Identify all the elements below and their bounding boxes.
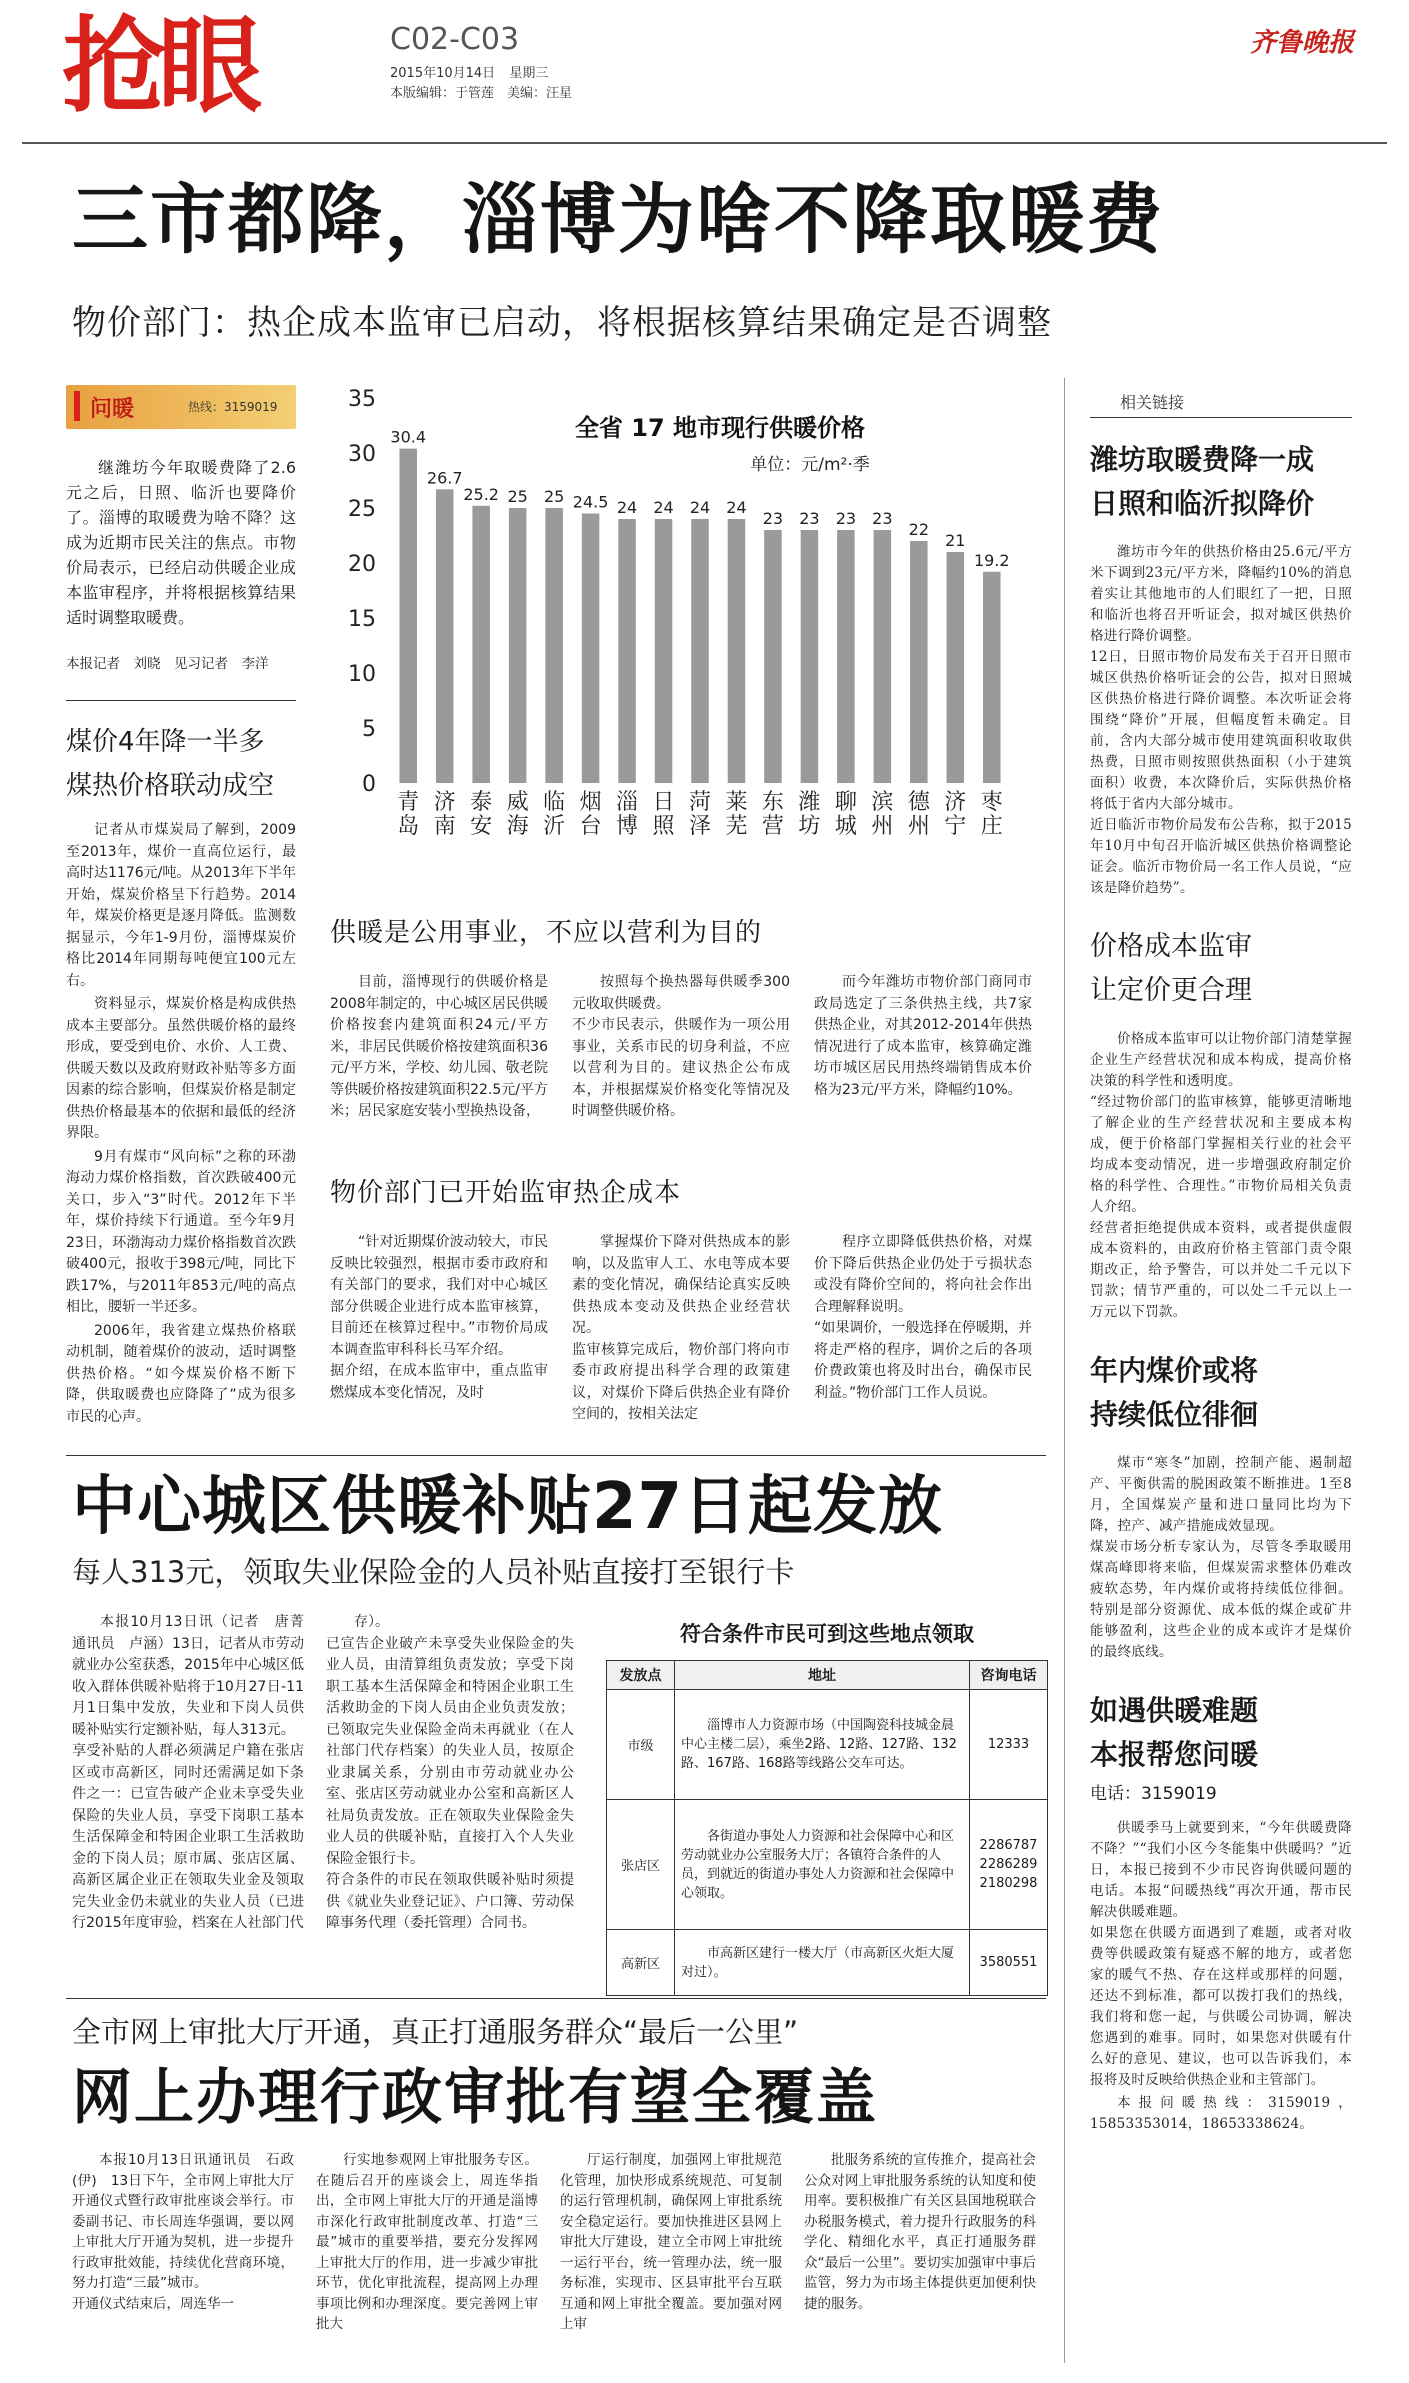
x-tick-label: 岛: [397, 814, 420, 839]
table-row: [607, 1930, 1048, 1996]
paper-name: 齐鲁晚报: [1250, 28, 1355, 58]
audit-col-1: [330, 1232, 548, 1406]
related-tag: 相关链接: [1090, 390, 1352, 418]
bar-value-label: 24: [616, 498, 638, 517]
bar: [728, 519, 746, 783]
col-header: 咨询电话: [970, 1661, 1048, 1690]
bar: [399, 449, 417, 783]
bar: [874, 530, 892, 783]
page-numbers: C02-C03: [390, 22, 520, 57]
coal-title-2: 煤热价格联动成空: [66, 771, 275, 801]
x-tick-label: 博: [616, 814, 639, 839]
y-tick-label: 15: [348, 607, 376, 632]
online-text-3: 厅运行制度，加强网上审批规范化管理，加快形成系统规范、可复制的运行管理机制，确保网上审批系统安全稳定运行。要加快推进区县网上审批大厅建设，建立全市网上审批统一运行平台，统一管理办法，统一服务标准，实现市、区县审批平台互联互通和网上审批全覆盖。要加强对网上审: [560, 2152, 782, 2332]
bar-value-label: 23: [799, 509, 820, 528]
audit-col-2: [572, 1232, 790, 1428]
x-tick-label: 宁: [944, 814, 967, 839]
bar-value-label: 24.5: [572, 492, 609, 512]
masthead-rule: [22, 142, 1387, 144]
subsidy-headline: 中心城区供暖补贴27日起发放: [72, 1470, 944, 1544]
y-tick-label: 10: [348, 662, 376, 687]
editors: 本版编辑：于管莲 美编：汪星: [390, 86, 573, 101]
public-col-3: [814, 972, 1032, 1103]
place-cell: 张店区: [607, 1800, 675, 1930]
coal-title: [66, 720, 306, 808]
sidebar-block-4: [1090, 1689, 1352, 2135]
sidebar-title-2a: 价格成本监审: [1090, 931, 1252, 962]
lead-headline: 三市都降，淄博为啥不降取暖费: [72, 175, 1164, 264]
x-tick-label: 州: [871, 814, 894, 839]
price-chart: [330, 378, 1030, 858]
sidebar-text-1: 潍坊市今年的供热价格由25.6元/平方米下调到23元/平方米，降幅约10%的消息着实让其他地市的人们眼红了一把，日照和临沂也将召开听证会，拟对城区供热价格进行降价调整。 12日，日照市物价局发布关于召开日照市城区供热价格听证会的公告，拟对日照城区供热价格进行降价调整。本次听证会将围绕“降价”开展，但幅度暂未确定。目前，含内大部分城市使用建筑面积收取供热费，日照市则按照供热面积（小于建筑面积）收费，本次降价后，实际供热价格将低于省内大部分城市。 近日临沂市物价局发布公告称，拟于2015年10月中旬召开临沂城区供热价格调整论证会。临沂市物价局一名工作人员说，“应该是降价趋势”。: [1090, 544, 1352, 896]
x-tick-label: 坊: [798, 814, 821, 839]
x-tick-label: 东: [761, 790, 784, 815]
online-text-4: 批服务系统的宣传推介，提高社会公众对网上审批服务系统的认知度和使用率。要积极推广有关区县国地税联合办税服务模式，着力提升行政服务的科学化、精细化水平，真正打通服务群众“最后一公里”。要切实加强审中事后监管，努力为市场主体提供更加便利快捷的服务。: [804, 2152, 1036, 2312]
hotline-badge: 热线：3159019: [188, 400, 278, 414]
place-cell: 市级: [607, 1690, 675, 1800]
logo: 抢眼: [62, 5, 255, 127]
coal-paragraph: 2006年，我省建立煤热价格联动机制，随着煤价的波动，适时调整供热价格。“如今煤炭价格不断下降，供取暖费也应降降了”成为很多市民的心声。: [66, 1322, 296, 1425]
y-tick-label: 20: [348, 552, 376, 577]
phone-cell: 2286787 2286289 2180298: [970, 1800, 1048, 1930]
bar: [472, 506, 490, 783]
audit-text-2: 掌握煤价下降对供热成本的影响，以及监审人工、水电等成本要素的变化情况，确保结论真实反映供热成本变动及供热企业经营状况。 监审核算完成后，物价部门将向市委市政府提出科学合理的政策建议，对煤价下降后供热企业有降价空间的，按相关法定: [572, 1234, 790, 1422]
bar-chart: [330, 378, 1030, 858]
sidebar-title-1a: 潍坊取暖费降一成: [1090, 443, 1315, 476]
x-tick-label: 日: [652, 790, 675, 815]
online-kicker: 全市网上审批大厅开通，真正打通服务群众“最后一公里”: [72, 2015, 799, 2049]
coal-body: [66, 820, 296, 1430]
online-text-2: 行实地参观网上审批服务专区。在随后召开的座谈会上，周连华指出，全市网上审批大厅的开通是淄博市深化行政审批制度改革、打造“三最”城市的重要举措，要充分发挥网上审批大厅的作用，进一步减少审批环节，优化审批流程，提高网上办理事项比例和办理深度。要完善网上审批大: [316, 2152, 538, 2332]
ask-badge-box: [66, 385, 296, 429]
sidebar-divider: [1064, 378, 1065, 2363]
bar-value-label: 23: [872, 509, 893, 528]
x-tick-label: 泽: [688, 814, 712, 839]
x-tick-label: 滨: [871, 790, 894, 815]
x-tick-label: 安: [470, 814, 493, 839]
x-tick-label: 营: [761, 814, 784, 839]
address-cell: 市高新区建行一楼大厅（市高新区火炬大厦对过）。: [675, 1930, 970, 1996]
col-header: 发放点: [607, 1661, 675, 1690]
bar: [947, 552, 965, 783]
coal-paragraph: 9月有煤市“风向标”之称的环渤海动力煤价格指数，首次跌破400元关口，步入“3”时代。2012年下半年，煤价持续下行通道。至今年9月23日，环渤海动力煤价格指数首次跌破400元，报收于398元/吨，同比下跌17%，与2011年853元/吨的高点相比，腰斩一半还多。: [66, 1148, 296, 1315]
online-col-1: [72, 2150, 294, 2316]
public-text-2: 按照每个换热器每供暖季300元收取供暖费。 不少市民表示，供暖作为一项公用事业，关系市民的切身利益，不应以营利为目的。建议热企公布成本，并根据煤炭价格变化等情况及时调整供暖价格。: [572, 974, 790, 1119]
x-tick-label: 威: [506, 790, 529, 815]
x-tick-label: 菏: [688, 790, 712, 815]
public-title: 供暖是公用事业，不应以营利为目的: [330, 918, 763, 948]
x-tick-label: 临: [543, 790, 566, 815]
bar: [837, 530, 855, 783]
coal-paragraph: 记者从市煤炭局了解到，2009至2013年，煤价一直高位运行，最高时达1176元/吨。从2013年下半年开始，煤炭价格呈下行趋势。2014年，煤炭价格更是逐月降低。监测数据显示，今年1-9月份，淄博煤炭价格比2014年同期每吨便宜100元左右。: [66, 822, 296, 989]
x-tick-label: 南: [433, 814, 456, 839]
x-tick-label: 芜: [725, 814, 748, 839]
bar: [545, 508, 563, 783]
x-tick-label: 济: [944, 790, 967, 815]
x-tick-label: 城: [834, 814, 857, 839]
chart-title: 全省 17 地市现行供暖价格: [574, 414, 866, 442]
x-tick-label: 潍: [798, 790, 821, 815]
place-cell: 高新区: [607, 1930, 675, 1996]
online-col-2: [316, 2150, 538, 2337]
sidebar-title-4a: 如遇供暖难题: [1090, 1694, 1259, 1727]
table-row: [607, 1800, 1048, 1930]
bar-value-label: 30.4: [390, 427, 427, 447]
coal-title-1: 煤价4年降一半多: [66, 727, 265, 757]
weekday-text: 星期三: [509, 66, 549, 81]
sidebar-phone: 电话：3159019: [1090, 1784, 1217, 1804]
bar: [655, 519, 673, 783]
x-tick-label: 台: [579, 814, 602, 839]
y-tick-label: 30: [348, 442, 376, 467]
sidebar-text-3: 煤市“寒冬”加剧，控制产能、遏制超产、平衡供需的脱困政策不断推进。1至8月，全国煤炭产量和进口量同比均为下降，控产、减产措施成效显现。 煤炭市场分析专家认为，尽管冬季取暖用煤高峰即将来临，但煤炭需求整体仍难改疲软态势，年内煤价或将持续低位徘徊。特别是部分资源优、成本低的煤企或矿井能够盈利，这些企业的成本或许才是煤价的最终底线。: [1090, 1455, 1352, 1660]
x-tick-label: 海: [506, 814, 529, 839]
audit-title: 物价部门已开始监审热企成本: [330, 1178, 682, 1208]
public-col-2: [572, 972, 790, 1125]
bar-value-label: 25: [507, 487, 528, 506]
masthead: [0, 0, 1409, 145]
x-tick-label: 莱: [725, 790, 748, 815]
x-tick-label: 泰: [470, 790, 493, 815]
bar: [764, 530, 782, 783]
sidebar-title-4b: 本报帮您问暖: [1090, 1738, 1259, 1771]
x-tick-label: 烟: [579, 790, 602, 815]
bar-value-label: 19.2: [973, 550, 1010, 570]
sidebar-hotline: 本报问暖热线：3159019，15853353014，18653338624。: [1090, 2095, 1352, 2132]
x-tick-label: 济: [433, 790, 456, 815]
x-tick-label: 庄: [980, 814, 1003, 839]
sidebar-body-4: [1090, 1818, 1352, 2135]
ask-badge: 问暖: [90, 397, 135, 422]
bar: [983, 572, 1001, 783]
bar: [801, 530, 819, 783]
public-col-1: [330, 972, 548, 1125]
bar-value-label: 25: [543, 487, 565, 506]
x-tick-label: 淄: [616, 790, 639, 815]
subsidy-top-rule: [66, 1455, 1046, 1456]
sidebar-title-3b: 持续低位徘徊: [1090, 1398, 1259, 1431]
bar-value-label: 24: [726, 498, 747, 517]
subsidy-col-1: [72, 1612, 304, 1937]
lead-intro: 继潍坊今年取暖费降了2.6元之后，日照、临沂也要降价了。淄博的取暖费为啥不降？这成为近期市民关注的焦点。市物价局表示，已经启动供暖企业成本监审程序，并将根据核算结果适时调整取暖费。: [66, 458, 296, 627]
bar-value-label: 22: [908, 520, 930, 539]
public-text-1: 目前，淄博现行的供暖价格是2008年制定的，中心城区居民供暖价格按套内建筑面积24元/平方米，非居民供暖价格按建筑面积36元/平方米，学校、幼儿园、敬老院等供暖价格按建筑面积22.5元/平方米；居民家庭安装小型换热设备，: [330, 974, 548, 1119]
online-text-1: 本报10月13日讯通讯员 石政(伊) 13日下午，全市网上审批大厅开通仪式暨行政审批座谈会举行。市委副书记、市长周连华强调，要以网上审批大厅开通为契机，进一步提升行政审批效能，持续优化营商环境，努力打造“三最”城市。 开通仪式结束后，周连华一: [72, 2152, 294, 2312]
x-tick-label: 德: [907, 790, 930, 815]
bar: [582, 514, 600, 784]
audit-col-3: [814, 1232, 1032, 1406]
y-tick-label: 5: [362, 717, 376, 742]
public-text-3: 而今年潍坊市物价部门商同市政局选定了三条供热主线，共7家供热企业，对其2012-2014年供热情况进行了成本监审，核算确定潍坊市城区居民用热终端销售成本价格为23元/平方米，降幅约10%。: [814, 974, 1032, 1098]
x-tick-label: 照: [652, 814, 675, 839]
pickup-table-box: [606, 1612, 1048, 1996]
x-tick-label: 枣: [980, 790, 1003, 815]
lead-subhead: 物价部门：热企成本监审已启动，将根据核算结果确定是否调整: [72, 303, 1052, 343]
sidebar-title-1b: 日照和临沂拟降价: [1090, 487, 1315, 520]
bar: [436, 489, 454, 783]
pickup-table-title: 符合条件市民可到这些地点领取: [680, 1622, 974, 1646]
x-tick-label: 沂: [543, 814, 566, 839]
sidebar-block-3: [1090, 1349, 1352, 1663]
lamp-icon: [74, 391, 80, 421]
subsidy-text-1: 本报10月13日讯（记者 唐菁 通讯员 卢涵）13日，记者从市劳动就业办公室获悉，2015年中心城区低收入群体供暖补贴将于10月27日-11月1日集中发放，失业和下岗人员供暖补贴实行定额补贴，每人313元。 享受补贴的人群必须满足户籍在张店区或市高新区，同时还需满足如下条件之一：已宣告破产企业未享受失业保险的失业人员，享受下岗职工基本生活保障金和特困企业职工生活救助金的下岗人员；原市属、张店区属、高新区属企业正在领取失业金及领取完失业金仍未就业的失业人员（已进行2015年度审验，档案在人社部门代: [72, 1614, 304, 1931]
address-cell: 各街道办事处人力资源和社会保障中心和区劳动就业办公室服务大厅；各镇符合条件的人员，到就近的街道办事处人力资源和社会保障中心领取。: [675, 1800, 970, 1930]
issue-date: [390, 62, 548, 81]
phone-cell: 12333: [970, 1690, 1048, 1800]
y-tick-label: 25: [348, 497, 376, 522]
x-tick-label: 聊: [834, 790, 857, 815]
sidebar-text-4: 供暖季马上就要到来，“今年供暖费降不降？”“我们小区今冬能集中供暖吗？”近日，本报已接到不少市民咨询供暖问题的电话。本报“问暖热线”再次开通，帮市民解决供暖难题。 如果您在供暖方面遇到了难题，或者对收费等供暖政策有疑惑不解的地方，或者您家的暖气不热、存在这样或那样的问题，还达不到标准，都可以拨打我们的热线，我们将和您一起，与供暖公司协调，解决您遇到的难事。同时，如果您对供暖有什么好的意见、建议，也可以告诉我们，本报将及时反映给供热企业和主管部门。: [1090, 1820, 1352, 2088]
date-text: 2015年10月14日: [390, 66, 496, 81]
bar-value-label: 25.2: [463, 484, 499, 504]
chart-unit: 单位：元/m²·季: [750, 455, 870, 475]
bar-value-label: 21: [945, 531, 966, 550]
subsidy-subhead: 每人313元，领取失业保险金的人员补贴直接打至银行卡: [72, 1555, 795, 1589]
sidebar: [1090, 390, 1352, 2137]
address-cell: 淄博市人力资源市场（中国陶瓷科技城金晨中心主楼二层），乘坐2路、12路、127路、132路、167路、168路等线路公交车可达。: [675, 1690, 970, 1800]
pickup-table: [606, 1660, 1048, 1996]
online-col-4: [804, 2150, 1036, 2316]
coal-paragraph: 资料显示，煤炭价格是构成供热成本主要部分。虽然供暖价格的最终形成，要受到电价、水价、人工费、供暖天数以及政府财政补贴等多方面因素的综合影响，但煤炭价格是制定供热价格最基本的依据和最低的经济界限。: [66, 996, 296, 1141]
left-rule-1: [66, 700, 296, 701]
subsidy-text-2: 存）。 已宣告企业破产未享受失业保险金的失业人员，由清算组负责发放；享受下岗职工基本生活保障金和特困企业职工生活救助金的下岗人员由企业负责发放；已领取完失业保险金尚未再就业（在人社部门代存档案）的失业人员，按原企业隶属关系，分别由市劳动就业办公室、张店区劳动就业办公室和高新区人社局负责发放。正在领取失业保险金失业人员的供暖补贴，直接打入个人失业保险金银行卡。 符合条件的市民在领取供暖补贴时须提供《就业失业登记证》、户口簿、劳动保障事务代理（委托管理）合同书。: [326, 1614, 574, 1931]
sidebar-title-2b: 让定价更合理: [1090, 975, 1252, 1006]
bar-value-label: 24: [689, 498, 711, 517]
bar: [509, 508, 527, 783]
sidebar-block-2: [1090, 925, 1352, 1323]
sidebar-title-3a: 年内煤价或将: [1090, 1354, 1259, 1387]
bar-value-label: 23: [835, 509, 857, 528]
table-header-row: [607, 1661, 1048, 1690]
col-header: 地址: [675, 1661, 970, 1690]
x-tick-label: 州: [907, 814, 930, 839]
y-tick-label: 35: [348, 387, 376, 412]
bar-value-label: 24: [653, 498, 674, 517]
subsidy-col-2: [326, 1612, 574, 1937]
audit-text-1: “针对近期煤价波动较大，市民反映比较强烈，根据市委市政府和有关部门的要求，我们对中心城区部分供暖企业进行成本监审核算，目前还在核算过程中。”市物价局成本调查监审科科长马军介绍。 据介绍，在成本监审中，重点监审燃煤成本变化情况，及时: [330, 1234, 548, 1401]
phone-cell: 3580551: [970, 1930, 1048, 1996]
sidebar-text-2: 价格成本监审可以让物价部门清楚掌握企业生产经营状况和成本构成，提高价格决策的科学性和透明度。 “经过物价部门的监审核算，能够更清晰地了解企业的生产经营状况和主要成本构成，便于价格部门掌握相关行业的社会平均成本变动情况，进一步增强政府制定价格的科学性、合理性。”市物价局相关负责人介绍。 经营者拒绝提供成本资料，或者提供虚假成本资料的，由政府价格主管部门责令限期改正，给予警告，可以并处二千元以下罚款；情节严重的，可以处二千元以上一万元以下罚款。: [1090, 1031, 1352, 1320]
y-tick-label: 0: [362, 772, 376, 797]
bar-value-label: 26.7: [426, 468, 463, 488]
online-headline: 网上办理行政审批有望全覆盖: [72, 2063, 878, 2133]
sidebar-body-1: [1090, 542, 1352, 899]
sidebar-body-3: [1090, 1453, 1352, 1663]
table-row: [607, 1690, 1048, 1800]
bar-value-label: 23: [762, 509, 784, 528]
x-tick-label: 青: [397, 790, 420, 815]
online-col-3: [560, 2150, 782, 2337]
sidebar-body-2: [1090, 1029, 1352, 1323]
bar: [691, 519, 709, 783]
bar: [618, 519, 636, 783]
lead-intro-column: [66, 455, 296, 672]
bar: [910, 541, 928, 783]
online-top-rule: [66, 1998, 1046, 1999]
audit-text-3: 程序立即降低供热价格，对煤价下降后供热企业仍处于亏损状态或没有降价空间的，将向社会作出合理解释说明。 “如果调价，一般选择在停暖期，并将走严格的程序，调价之后的各项价费政策也将及时出台，确保市民利益。”物价部门工作人员说。: [814, 1234, 1032, 1401]
lead-byline: 本报记者 刘晓 见习记者 李洋: [66, 656, 269, 672]
